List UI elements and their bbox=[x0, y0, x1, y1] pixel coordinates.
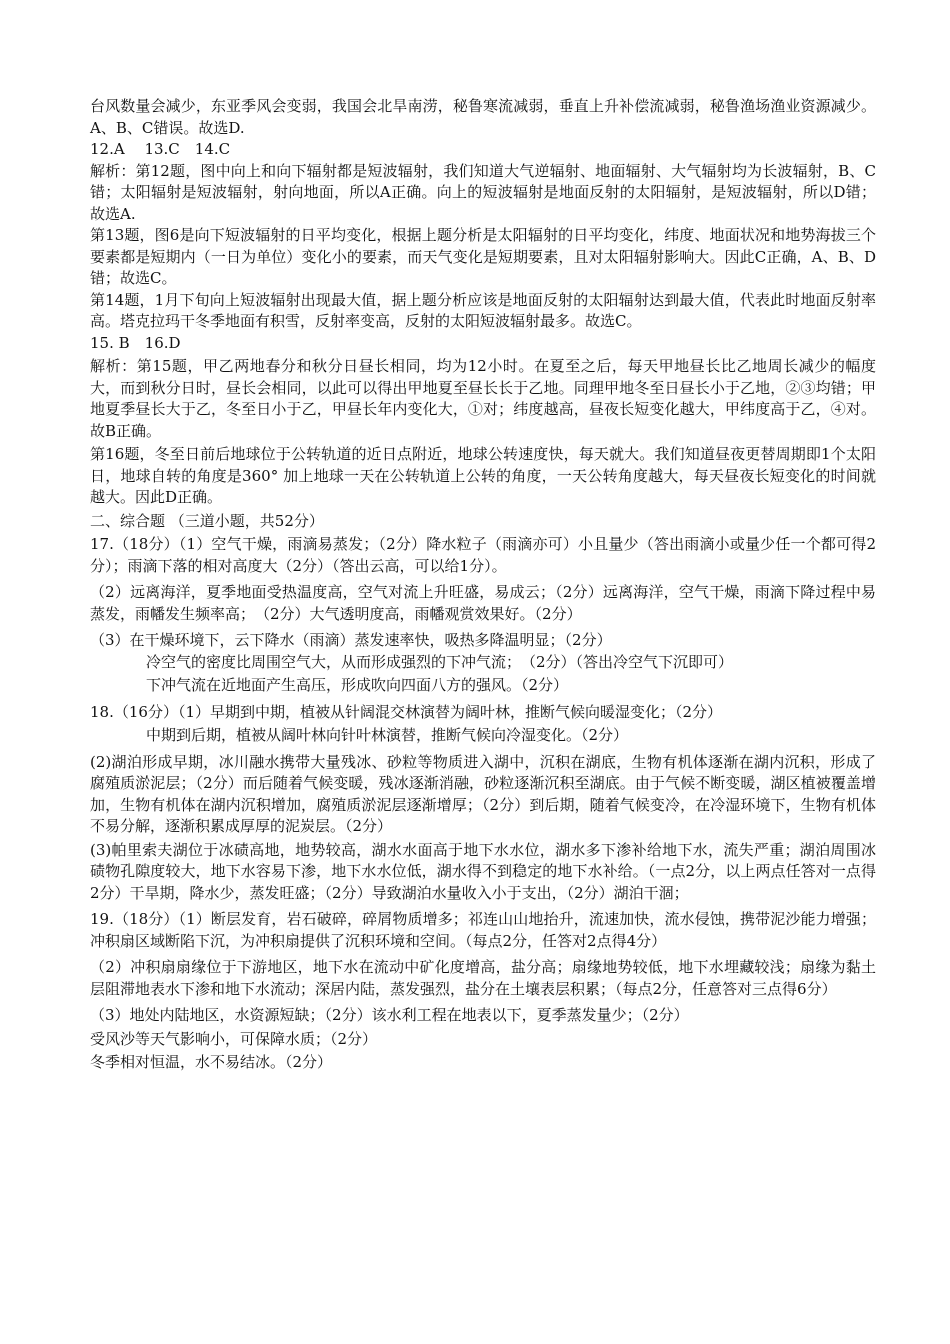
answer-line: 解析：第12题，图中向上和向下辐射都是短波辐射，我们知道大气逆辐射、地面辐射、大气辐射均为长波辐射，B、C错；太阳辐射是短波辐射，射向地面，所以A正确。向上的短波辐射是地面反射的太阳辐射，是短波辐射，所以D错；故选A. bbox=[90, 161, 876, 223]
answer-line: 18.（16分）（1）早期到中期，植被从针阔混交林演替为阔叶林，推断气候向暖湿变化；（2分） bbox=[90, 702, 723, 721]
answer-line: 台风数量会减少，东亚季风会变弱，我国会北旱南涝，秘鲁寒流减弱，垂直上升补偿流减弱，秘鲁渔场渔业资源减少。A、B、C错误。故选D. bbox=[90, 97, 876, 137]
answer-line: 第13题，图6是向下短波辐射的日平均变化，根据上题分析是太阳辐射的日平均变化，纬度、地面状况和地势海拔三个要素都是短期内（一日为单位）变化小的要素，而天气变化是短期要素，且对太阳辐射影响大。因此C正确，A、B、D错；故选C。 bbox=[90, 226, 876, 287]
answer-line: 12.A 13.C 14.C bbox=[90, 140, 231, 158]
answer-line: 解析：第15题，甲乙两地春分和秋分日昼长相同，均为12小时。在夏至之后，每天甲地昼长比乙地周长减少的幅度大，而到秋分日时，昼长会相同，以此可以得出甲地夏至昼长长于乙地。同理甲地冬至日昼长小于乙地，②③均错；甲地夏季昼长大于乙，冬至日小于乙，甲昼长年内变化大，①对；纬度越高，昼夜长短变化越大，甲纬度高于乙，④对。故B正确。 bbox=[90, 357, 876, 440]
answer-line: 受风沙等天气影响小，可保障水质；（2分） bbox=[90, 1029, 378, 1048]
answer-line: 第16题，冬至日前后地球位于公转轨道的近日点附近，地球公转速度快，每天就大。我们知道昼夜更替周期即1个太阳日，地球自转的角度是360° 加上地球一天在公转轨道上公转的角度，一天公转角度越大，每天昼夜长短变化的时间就越大。因此D正确。 bbox=[90, 445, 876, 506]
answer-line: 冷空气的密度比周围空气大，从而形成强烈的下冲气流； （2分）（答出冷空气下沉即可） bbox=[146, 652, 734, 671]
answer-line: 第14题，1月下旬向上短波辐射出现最大值，据上题分析应该是地面反射的太阳辐射达到最大值，代表此时地面反射率高。塔克拉玛干冬季地面有积雪，反射率变高，反射的太阳短波辐射最多。故选C。 bbox=[90, 290, 876, 330]
answer-page bbox=[90, 96, 876, 1074]
answer-line: 下冲气流在近地面产生高压，形成吹向四面八方的强风。（2分） bbox=[146, 676, 569, 694]
answer-line: (3)帕里索夫湖位于冰碛高地，地势较高，湖水水面高于地下水水位，湖水多下渗补给地下水，流失严重；湖泊周围冰碛物孔隙度较大，地下水容易下渗，地下水水位低，湖水得不到稳定的地下水补给。（一点2分，以上两点任答对一点得2分）干旱期，降水少，蒸发旺盛；（2分）导致湖泊水量收入小于支出，（2分）湖泊干涸； bbox=[90, 840, 876, 902]
answer-line: （2）冲积扇扇缘位于下游地区，地下水在流动中矿化度增高，盐分高；扇缘地势较低，地下水埋藏较浅；扇缘为黏土层阻滞地表水下渗和地下水流动；深居内陆，蒸发强烈，盐分在土壤表层积累；（每点2分，任意答对三点得6分） bbox=[90, 958, 876, 998]
answer-line: 17.（18分）（1）空气干燥，雨滴易蒸发；（2分）降水粒子（雨滴亦可）小且量少（答出雨滴小或量少任一个都可得2分）；雨滴下落的相对高度大（2分）（答出云高，可以给1分）。 bbox=[90, 535, 876, 575]
answer-line: 15. B 16.D bbox=[90, 333, 181, 352]
answer-line: 冬季相对恒温，水不易结冰。（2分） bbox=[90, 1053, 333, 1071]
section-heading: 二、综合题 （三道小题，共52分） bbox=[90, 511, 324, 530]
answer-line: 19.（18分）（1）断层发育，岩石破碎，碎屑物质增多；祁连山山地抬升，流速加快，流水侵蚀，携带泥沙能力增强；冲积扇区域断陷下沉，为冲积扇提供了沉积环境和空间。（每点2分，任答对2点得4分） bbox=[90, 910, 876, 950]
answer-line: （3）地处内陆地区，水资源短缺；（2分）该水利工程在地表以下，夏季蒸发量少；（2分） bbox=[90, 1006, 689, 1024]
answer-line: (2)湖泊形成早期，冰川融水携带大量残冰、砂粒等物质进入湖中，沉积在湖底，生物有机体逐渐在湖内沉积，形成了腐殖质淤泥层；（2分）而后随着气候变暖，残冰逐渐消融，砂粒逐渐沉积至湖底。由于气候不断变暖，湖区植被覆盖增加，生物有机体在湖内沉积增加，腐殖质淤泥层逐渐增厚；（2分）到后期，随着气候变冷，在冷湿环境下，生物有机体不易分解，逐渐积累成厚厚的泥炭层。（2分） bbox=[90, 752, 876, 835]
answer-line: （2）远离海洋，夏季地面受热温度高，空气对流上升旺盛，易成云；（2分）远离海洋，空气干燥，雨滴下降过程中易蒸发，雨幡发生频率高； （2分）大气透明度高，雨幡观赏效果好。（2分） bbox=[90, 583, 876, 623]
answer-line: 中期到后期，植被从阔叶林向针叶林演替，推断气候向冷湿变化。（2分） bbox=[146, 726, 629, 744]
answer-line: （3）在干燥环境下，云下降水（雨滴）蒸发速率快，吸热多降温明显；（2分） bbox=[90, 631, 612, 649]
